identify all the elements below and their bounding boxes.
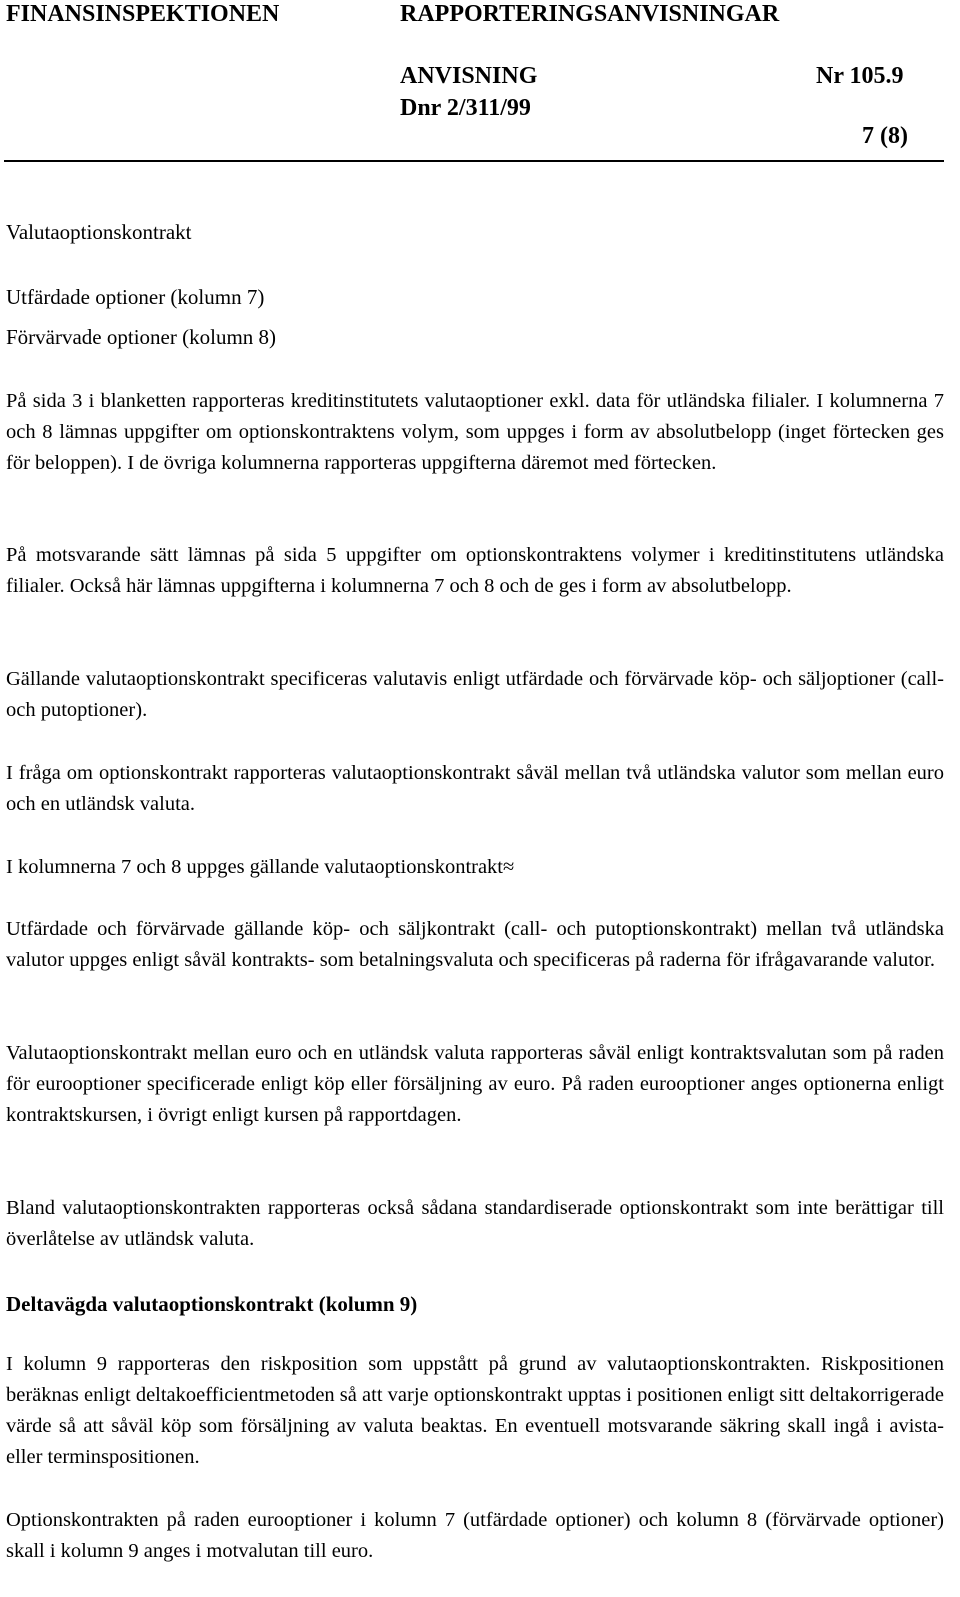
document-series: RAPPORTERINGSANVISNINGAR	[400, 1, 780, 27]
paragraph-1: På sida 3 i blanketten rapporteras kreditinstitutets valutaoptioner exkl. data för utländska filialer. I kolumnerna 7 och 8 lämnas uppgifter om optionskontraktens volym, som uppges i form av absolutbelopp (inget förtecken ges för beloppen). I de övriga kolumnerna rapporteras uppgifterna däremot med förtecken.	[6, 390, 944, 474]
diary-number: Dnr 2/311/99	[400, 95, 531, 121]
paragraph-4: I fråga om optionskontrakt rapporteras valutaoptionskontrakt såväl mellan två utländska valutor som mellan euro och en utländsk valuta.	[6, 762, 944, 815]
paragraph-10: Optionskontrakten på raden eurooptioner i kolumn 7 (utfärdade optioner) och kolumn 8 (förvärvade optioner) skall i kolumn 9 anges i motvalutan till euro.	[6, 1509, 944, 1562]
paragraph-6: Utfärdade och förvärvade gällande köp- och säljkontrakt (call- och putoptionskontrakt) mellan två utländska valutor uppges enligt såväl kontrakts- som betalningsvaluta och specificeras på raderna för ifrågavarande valutor.	[6, 918, 944, 971]
section-heading-delta-weighted: Deltavägda valutaoptionskontrakt (kolumn 9)	[6, 1292, 418, 1316]
document-type: ANVISNING	[400, 63, 538, 89]
paragraph-8: Bland valutaoptionskontrakten rapporteras också sådana standardiserade optionskontrakt som inte berättigar till överlåtelse av utländsk valuta.	[6, 1197, 944, 1250]
paragraph-9: I kolumn 9 rapporteras den riskposition som uppstått på grund av valutaoptionskontrakten. Riskpositionen beräknas enligt deltakoefficientmetoden så att varje optionskontrakt upptas i positionen enligt sitt deltakorrigerade värde så att såväl köp som försäljning av valuta beaktas. En eventuell motsvarande säkring skall ingå i avista- eller terminspositionen.	[6, 1353, 944, 1468]
document-number: Nr 105.9	[816, 63, 904, 89]
organization-name: FINANSINSPEKTIONEN	[6, 1, 280, 27]
paragraph-2: På motsvarande sätt lämnas på sida 5 uppgifter om optionskontraktens volymer i kreditinstitutens utländska filialer. Också här lämnas uppgifterna i kolumnerna 7 och 8 och de ges i form av absolutbelopp.	[6, 544, 944, 597]
header-divider	[4, 160, 944, 162]
paragraph-3: Gällande valutaoptionskontrakt specificeras valutavis enligt utfärdade och förvärvade köp- och säljoptioner (call- och putoptioner).	[6, 668, 944, 721]
paragraph-5: I kolumnerna 7 och 8 uppges gällande valutaoptionskontrakt≈	[6, 856, 515, 878]
subheading-acquired-options: Förvärvade optioner (kolumn 8)	[6, 325, 277, 349]
page-number: 7 (8)	[862, 123, 908, 149]
subheading-issued-options: Utfärdade optioner (kolumn 7)	[6, 285, 265, 309]
paragraph-7: Valutaoptionskontrakt mellan euro och en utländsk valuta rapporteras såväl enligt kontraktsvalutan som på raden för eurooptioner specificerade enligt köp eller försäljning av euro. På raden eurooptioner anges optionerna enligt kontraktskursen, i övrigt enligt kursen på rapportdagen.	[6, 1042, 944, 1126]
section-title: Valutaoptionskontrakt	[6, 220, 192, 244]
